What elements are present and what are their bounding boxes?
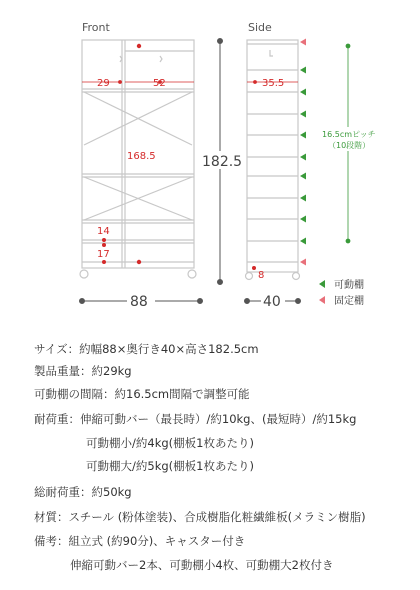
side-dim-depth-inner: 35.5	[262, 78, 285, 89]
movable-shelf-marker-9	[300, 238, 306, 245]
movable-shelf-marker-7	[300, 195, 306, 202]
front-dim-total-height: 182.5	[202, 154, 243, 170]
front-dim-gap-top: 14	[97, 226, 110, 237]
spec-load-bar: 耐荷重：伸縮可動バー（最長時）/約10kg、(最短時）/約15kg	[34, 412, 357, 426]
front-dim-left-dot	[119, 81, 122, 84]
side-dim-caster: 8	[258, 270, 265, 281]
front-total-height-bottom	[218, 280, 223, 285]
spec-load-small-shelf: 可動棚小/約4kg(棚板1枚あたり)	[86, 436, 254, 450]
front-dim-gap-dot-1	[102, 238, 105, 241]
front-dim-gap-bottom: 17	[97, 249, 110, 260]
side-shelf-markers	[300, 39, 306, 266]
front-dim-inner-bottom-dot	[137, 260, 141, 264]
front-hook-right	[160, 56, 162, 62]
legend-fixed-icon	[319, 296, 325, 304]
side-caster-right	[293, 273, 300, 280]
movable-shelf-marker-8	[300, 216, 306, 223]
side-depth-left	[245, 299, 250, 304]
front-dim-inner-top-dot	[137, 44, 141, 48]
side-pitch-bottom	[346, 239, 350, 243]
front-dim-inner-height: 168.5	[127, 151, 156, 162]
front-total-height-top	[218, 39, 223, 44]
spec-weight: 製品重量：約29kg	[34, 364, 132, 378]
side-dim-caster-dot	[252, 266, 255, 269]
front-caster-left	[80, 270, 88, 278]
front-width-left	[80, 299, 85, 304]
side-hook	[270, 50, 273, 56]
front-dim-right-inner: 52	[153, 78, 166, 89]
side-frame	[246, 40, 300, 280]
spec-shelf-interval: 可動棚の間隔：約16.5cm間隔で調整可能	[34, 387, 250, 401]
legend-movable-label: 可動棚	[334, 280, 364, 291]
front-view	[80, 21, 243, 310]
side-pitch-label-1: 16.5cmピッチ	[322, 130, 376, 139]
spec-load-large-shelf: 可動棚大/約5kg(棚板1枚あたり)	[86, 459, 254, 473]
movable-shelf-marker-2	[300, 89, 306, 96]
fixed-shelf-marker-bottom	[300, 259, 306, 266]
front-dim-gap-dot-3	[102, 260, 105, 263]
spec-included-items: 伸縮可動バー2本、可動棚小4枚、可動棚大2枚付き	[70, 558, 334, 572]
front-dim-gap-dot-2	[102, 243, 105, 246]
spec-total-load: 総耐荷重：約50kg	[34, 485, 132, 499]
side-label: Side	[248, 21, 272, 34]
movable-shelf-marker-3	[300, 111, 306, 118]
spec-size: サイズ：約幅88×奥行き40×高さ182.5cm	[34, 342, 259, 356]
movable-shelf-marker-5	[300, 154, 306, 161]
front-dim-left-inner: 29	[97, 78, 110, 89]
side-pitch-label-2: （10段階）	[328, 141, 371, 150]
side-dim-depth: 40	[263, 294, 281, 310]
side-outer-frame	[247, 40, 298, 272]
side-depth-right	[296, 299, 301, 304]
movable-shelf-marker-1	[300, 67, 306, 74]
front-dim-width: 88	[130, 294, 148, 310]
front-caster-right	[188, 270, 196, 278]
front-label: Front	[82, 21, 110, 34]
legend-fixed-label: 固定棚	[334, 296, 364, 307]
side-pitch-top	[346, 44, 350, 48]
side-caster-left	[246, 273, 253, 280]
legend-movable-icon	[319, 280, 325, 288]
side-dim-depth-dot	[254, 81, 257, 84]
spec-material: 材質：スチール (粉体塗装)、合成樹脂化粧繊維板(メラミン樹脂)	[34, 510, 366, 524]
spec-notes: 備考：組立式 (約90分)、キャスター付き	[34, 534, 246, 548]
front-width-right	[198, 299, 203, 304]
side-view	[245, 21, 380, 310]
movable-shelf-marker-6	[300, 173, 306, 180]
fixed-shelf-marker-top	[300, 39, 306, 46]
movable-shelf-marker-4	[300, 132, 306, 139]
